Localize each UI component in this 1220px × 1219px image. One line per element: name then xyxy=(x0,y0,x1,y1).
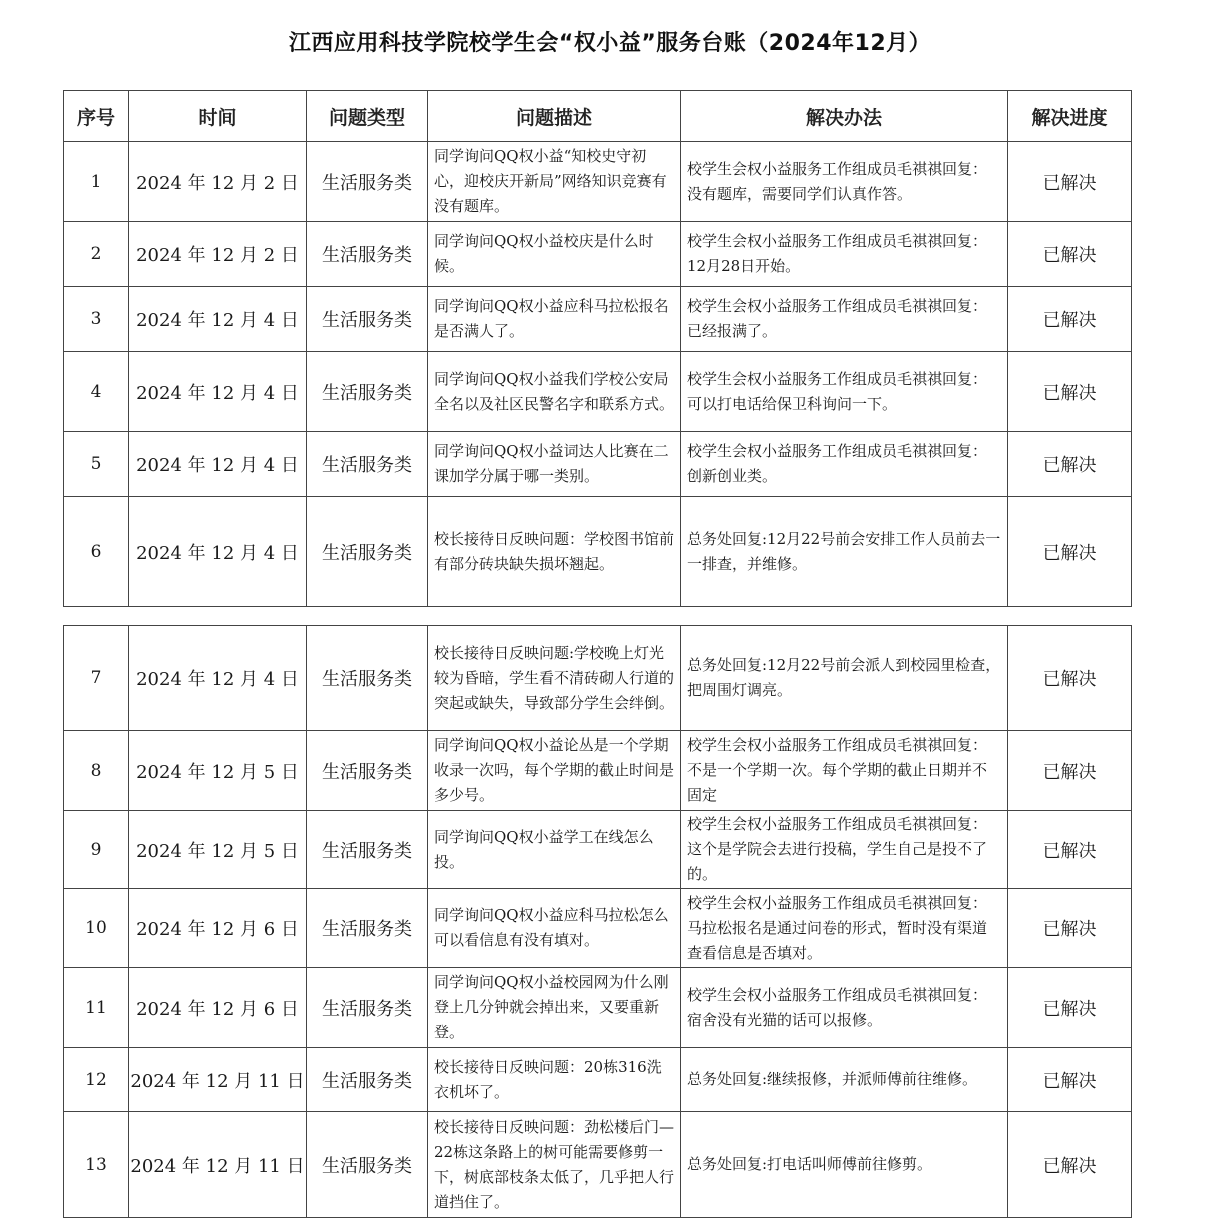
row-date: 2024 年 12 月 2 日 xyxy=(129,222,307,287)
row-type: 生活服务类 xyxy=(307,142,428,222)
row-index: 12 xyxy=(64,1048,129,1112)
row-type: 生活服务类 xyxy=(307,1048,428,1112)
table-row xyxy=(64,352,1132,432)
row-index: 13 xyxy=(64,1112,129,1218)
table-row xyxy=(64,731,1132,811)
row-date: 2024 年 12 月 4 日 xyxy=(129,626,307,731)
row-solution: 总务处回复:继续报修，并派师傅前往维修。 xyxy=(681,1048,1008,1112)
row-solution: 校学生会权小益服务工作组成员毛祺祺回复：不是一个学期一次。每个学期的截止日期并不固定 xyxy=(681,731,1008,811)
row-solution: 总务处回复:12月22号前会安排工作人员前去一一排查，并维修。 xyxy=(681,497,1008,607)
row-type: 生活服务类 xyxy=(307,1112,428,1218)
row-type: 生活服务类 xyxy=(307,287,428,352)
table-row xyxy=(64,968,1132,1048)
row-status: 已解决 xyxy=(1008,731,1132,811)
row-index: 2 xyxy=(64,222,129,287)
row-description: 同学询问QQ权小益校园网为什么刚登上几分钟就会掉出来，又要重新登。 xyxy=(428,968,681,1048)
row-status: 已解决 xyxy=(1008,811,1132,889)
table-row xyxy=(64,811,1132,889)
row-description: 同学询问QQ权小益应科马拉松报名是否满人了。 xyxy=(428,287,681,352)
row-date: 2024 年 12 月 4 日 xyxy=(129,432,307,497)
table-row xyxy=(64,626,1132,731)
row-status: 已解决 xyxy=(1008,1048,1132,1112)
row-solution: 校学生会权小益服务工作组成员毛祺祺回复：12月28日开始。 xyxy=(681,222,1008,287)
row-status: 已解决 xyxy=(1008,222,1132,287)
row-solution: 校学生会权小益服务工作组成员毛祺祺回复：可以打电话给保卫科询问一下。 xyxy=(681,352,1008,432)
row-solution: 校学生会权小益服务工作组成员毛祺祺回复：马拉松报名是通过问卷的形式，暂时没有渠道查看信息是否填对。 xyxy=(681,889,1008,968)
header-row xyxy=(64,91,1132,142)
row-status: 已解决 xyxy=(1008,497,1132,607)
row-date: 2024 年 12 月 4 日 xyxy=(129,352,307,432)
table-row xyxy=(64,142,1132,222)
row-type: 生活服务类 xyxy=(307,968,428,1048)
header-index: 序号 xyxy=(64,91,129,142)
table-row xyxy=(64,432,1132,497)
row-date: 2024 年 12 月 6 日 xyxy=(129,968,307,1048)
row-index: 3 xyxy=(64,287,129,352)
row-description: 同学询问QQ权小益我们学校公安局全名以及社区民警名字和联系方式。 xyxy=(428,352,681,432)
row-date: 2024 年 12 月 6 日 xyxy=(129,889,307,968)
row-index: 4 xyxy=(64,352,129,432)
row-date: 2024 年 12 月 5 日 xyxy=(129,811,307,889)
row-type: 生活服务类 xyxy=(307,626,428,731)
row-index: 6 xyxy=(64,497,129,607)
row-solution: 校学生会权小益服务工作组成员毛祺祺回复：创新创业类。 xyxy=(681,432,1008,497)
row-description: 同学询问QQ权小益学工在线怎么投。 xyxy=(428,811,681,889)
table-row xyxy=(64,497,1132,607)
row-type: 生活服务类 xyxy=(307,889,428,968)
row-type: 生活服务类 xyxy=(307,811,428,889)
table-row xyxy=(64,889,1132,968)
table-row xyxy=(64,287,1132,352)
row-description: 校长接待日反映问题：劲松楼后门—22栋这条路上的树可能需要修剪一下，树底部枝条太低了，几乎把人行道挡住了。 xyxy=(428,1112,681,1218)
header-status: 解决进度 xyxy=(1008,91,1132,142)
row-description: 同学询问QQ权小益词达人比赛在二课加学分属于哪一类别。 xyxy=(428,432,681,497)
row-status: 已解决 xyxy=(1008,1112,1132,1218)
row-type: 生活服务类 xyxy=(307,352,428,432)
row-description: 同学询问QQ权小益论丛是一个学期收录一次吗，每个学期的截止时间是多少号。 xyxy=(428,731,681,811)
page-title: 江西应用科技学院校学生会“权小益”服务台账（2024年12月） xyxy=(288,31,932,56)
row-index: 1 xyxy=(64,142,129,222)
row-description: 校长接待日反映问题:学校晚上灯光较为昏暗，学生看不清砖砌人行道的突起或缺失，导致部分学生会绊倒。 xyxy=(428,626,681,731)
header-description: 问题描述 xyxy=(428,91,681,142)
row-description: 校长接待日反映问题：学校图书馆前有部分砖块缺失损坏翘起。 xyxy=(428,497,681,607)
row-index: 7 xyxy=(64,626,129,731)
row-index: 5 xyxy=(64,432,129,497)
row-type: 生活服务类 xyxy=(307,497,428,607)
row-type: 生活服务类 xyxy=(307,432,428,497)
row-solution: 总务处回复:12月22号前会派人到校园里检查，把周围灯调亮。 xyxy=(681,626,1008,731)
row-description: 同学询问QQ权小益校庆是什么时候。 xyxy=(428,222,681,287)
row-status: 已解决 xyxy=(1008,287,1132,352)
table-row xyxy=(64,1048,1132,1112)
row-status: 已解决 xyxy=(1008,968,1132,1048)
row-date: 2024 年 12 月 5 日 xyxy=(129,731,307,811)
row-date: 2024 年 12 月 11 日 xyxy=(129,1048,307,1112)
row-index: 9 xyxy=(64,811,129,889)
row-date: 2024 年 12 月 11 日 xyxy=(129,1112,307,1218)
row-index: 10 xyxy=(64,889,129,968)
row-description: 校长接待日反映问题：20栋316洗衣机坏了。 xyxy=(428,1048,681,1112)
row-status: 已解决 xyxy=(1008,432,1132,497)
header-date: 时间 xyxy=(129,91,307,142)
row-status: 已解决 xyxy=(1008,142,1132,222)
row-date: 2024 年 12 月 4 日 xyxy=(129,497,307,607)
header-solution: 解决办法 xyxy=(681,91,1008,142)
row-type: 生活服务类 xyxy=(307,731,428,811)
row-date: 2024 年 12 月 2 日 xyxy=(129,142,307,222)
row-status: 已解决 xyxy=(1008,352,1132,432)
service-ledger-table-part1 xyxy=(63,90,1132,607)
row-description: 同学询问QQ权小益“知校史守初心，迎校庆开新局”网络知识竞赛有没有题库。 xyxy=(428,142,681,222)
table-row xyxy=(64,222,1132,287)
row-index: 11 xyxy=(64,968,129,1048)
row-solution: 校学生会权小益服务工作组成员毛祺祺回复：宿舍没有光猫的话可以报修。 xyxy=(681,968,1008,1048)
row-index: 8 xyxy=(64,731,129,811)
row-status: 已解决 xyxy=(1008,889,1132,968)
row-solution: 校学生会权小益服务工作组成员毛祺祺回复：已经报满了。 xyxy=(681,287,1008,352)
service-ledger-table-part2 xyxy=(63,625,1132,1218)
row-solution: 校学生会权小益服务工作组成员毛祺祺回复：没有题库，需要同学们认真作答。 xyxy=(681,142,1008,222)
row-solution: 校学生会权小益服务工作组成员毛祺祺回复：这个是学院会去进行投稿，学生自己是投不了的。 xyxy=(681,811,1008,889)
row-description: 同学询问QQ权小益应科马拉松怎么可以看信息有没有填对。 xyxy=(428,889,681,968)
row-solution: 总务处回复:打电话叫师傅前往修剪。 xyxy=(681,1112,1008,1218)
header-type: 问题类型 xyxy=(307,91,428,142)
row-status: 已解决 xyxy=(1008,626,1132,731)
table-row xyxy=(64,1112,1132,1218)
row-type: 生活服务类 xyxy=(307,222,428,287)
row-date: 2024 年 12 月 4 日 xyxy=(129,287,307,352)
